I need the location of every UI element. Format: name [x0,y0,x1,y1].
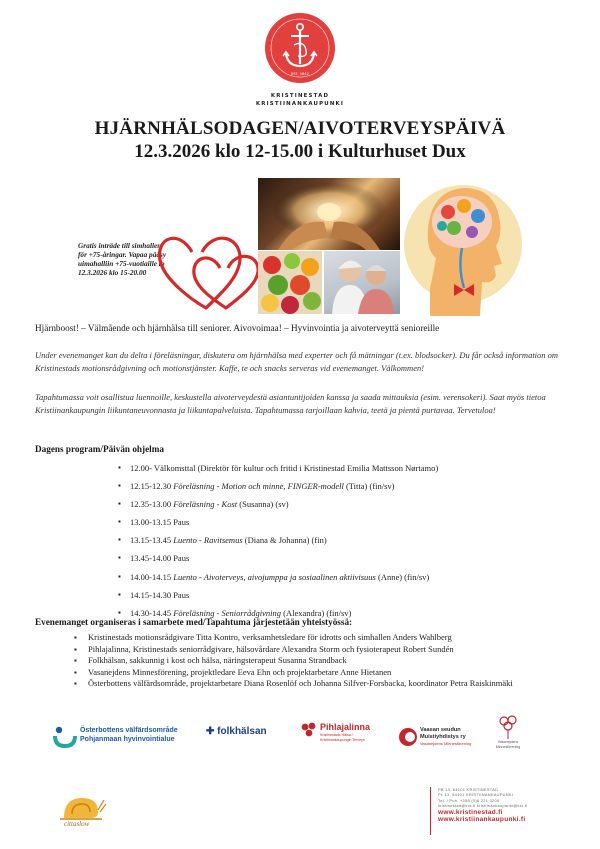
program-item-time: 13.00-13.15 Paus [130,517,190,528]
program-item [118,495,438,513]
cittaslow-name: cittaslow [64,820,90,828]
vsa-name-fi: Pohjanmaan hyvinvointialue [80,736,175,743]
program-item [118,568,438,586]
free-entry-note: Gratis inträde till simhallen för +75-åringar. Vapaa pääsy uimahalliin +75-vuotiaille to 12.3.2026 klo 15-20.00 [78,241,167,277]
muistiyhdistys-icon [398,727,418,747]
brain-head-illustration [404,172,522,316]
program-item-time: 13.45-14.00 Paus [130,553,190,564]
program-item-speaker: (Alexandra) (fin/sv) [281,607,352,618]
folkhalsan-name: folkhälsan [217,726,267,737]
footer-email: kristinestad@krs.fi kristiinankaupunki@krs.fi [438,803,528,809]
program-item-speaker: (Anne) (fin/sv) [375,571,430,582]
valfardsomrade-icon [52,724,78,750]
intro-paragraph-sv: Under evenemanget kan du delta i föreläsningar, diskutera om hjärnhälsa med experter och få mätningar (t.ex. blodsocker). Du får också information om Kristinestads motionsrådgivning och motionstjänster. Kaffe, te och snacks serveras vid evenemanget. Välkommen! [35,350,559,373]
minnesforening-logo [486,712,530,754]
osterbottens-valfardsomrade-logo [52,724,192,750]
program-item-time: 14.30-14.45 [130,607,174,618]
pihlajalinna-berries-icon [300,721,318,739]
organizers-list [74,632,574,690]
program-item-topic: Luento - Aivoterveys, aivojumppa ja sosiaalinen aktiivisuus [173,571,376,582]
pihlajalinna-subtitle: Kristinestads Hälsa / Kristiinankaupungin Terveys [320,733,365,742]
city-name-sv: KRISTINESTAD [270,93,330,99]
program-list [118,459,438,622]
organizer-item: ▪ Vasanejdens Minnesförening, projektledare Eeva Ehn och projektarbetare Anne Hietanen [74,667,574,679]
intro-headline: Hjärnboost! – Välmående och hjärnhälsa till seniorer. Aivovoimaa! – Hyvinvointia ja aivoterveyttä senioreille [35,323,440,333]
intro-paragraph-fi: Tapahtumassa voit osallistua luennoille, keskustella aivoterveydestä asiantuntijoiden kanssa ja saada mittauksia (esim. verensokeri). Saat myös tietoa Kristiinankaupungin liikuntaneuvonnasta ja liikuntapalveluista. Tapahtumassa tarjoillaan kahvia, teetä ja pientä purtavaa. Tervetuloa! [35,392,546,415]
program-item-speaker: (Diana & Johanna) (fin) [242,535,327,546]
program-item [118,549,438,567]
footer-phone: Tel. / Puh. +358 (0)6 221 3200 [438,797,500,803]
hearts-icon [156,222,274,314]
city-name-fi: KRISTIINANKAUPUNKI [255,101,345,107]
cittaslow-logo [58,792,108,832]
program-item-speaker: Emilia Mattsson Nørtamo) [347,463,439,473]
program-item-time: 12.35-13.00 [130,499,174,510]
footer-website-fi[interactable]: www.kristiinankaupunki.fi [438,815,526,823]
event-title: HJÄRNHÄLSODAGEN/AIVOTERVEYSPÄIVÄ [94,118,506,139]
program-item-time: 12.00- Välkomsttal (Direktör för kultur och fritid i Kristinestad [130,463,348,473]
logo-est-text: EST. 1642 [291,72,309,76]
pihlajalinna-name: Pihlajalinna [320,722,371,732]
event-date-location: 12.3.2026 klo 12-15.00 i Kulturhuset Dux [134,141,466,162]
program-item-time: 14.00-14.15 [130,571,174,582]
flower-icon [486,712,530,740]
city-logo [255,12,345,108]
fruit-bowl-photo [258,251,322,314]
muistiyhdistys-subtitle: Vasanejdens Minnesförening [420,741,472,746]
vsa-name-sv: Österbottens välfärdsområde [80,727,178,734]
minnesforening-name: Vasanejdens Minnesförening [495,740,521,749]
program-item-topic: Föreläsning - Motion och minne, FINGER-modell [173,481,344,492]
muistiyhdistys-name: Vaasan seudun Muistiyhdistys ry [420,727,466,740]
program-item [118,531,438,549]
pihlajalinna-logo [300,720,380,748]
folkhalsan-cross-icon: ✚ [206,726,215,737]
hands-holding-light-photo [258,178,400,250]
folkhalsan-logo [206,726,267,737]
program-item-time: 12.15-12.30 [130,481,174,492]
program-item [118,513,438,531]
muistiyhdistys-logo [398,725,478,753]
program-item-topic: Föreläsning - Kost [173,499,238,510]
program-item [118,459,438,477]
program-item-speaker: (Titta) (fin/sv) [343,481,395,492]
footer-contact [430,787,565,835]
organizer-item: ▪ Kristinestads motionsrådgivare Titta Kontro, verksamhetsledare för idrotts och simhallen Anders Wahlberg [74,632,574,644]
program-item [118,477,438,495]
senior-couple-photo [324,251,400,314]
footer-address-fi: PL 13, 64101 KRISTIINANKAUPUNKI [438,792,514,798]
snail-icon [58,792,108,822]
program-item [118,586,438,604]
organizers-heading: Evenemanget organiseras i samarbete med/Tapahtuma järjestetään yhteistyössä: [35,617,353,627]
anchor-logo-icon [264,12,336,84]
organizer-item: ▪ Folkhälsan, sakkunnig i kost och hälsa, näringsterapeut Susanna Strandback [74,655,574,667]
program-item-topic: Luento - Ravitsemus [173,535,243,546]
program-heading: Dagens program/Päivän ohjelma [35,444,164,454]
organizer-item: ▪ Pihlajalinna, Kristinestads seniorrådgivare, hälsovårdare Alexandra Storm och fysioterapeut Robert Sundén [74,644,574,656]
program-item-time: 14.15-14.30 Paus [130,589,190,600]
organizer-item: ▪ Österbottens välfärdsområde, projektarbetare Diana Rosenlöf och Johanna Silfver-Forsbacka, koordinator Petra Raiskinmäki [74,678,574,690]
program-item-time: 13.15-13.45 [130,535,174,546]
footer-website-sv[interactable]: www.kristinestad.fi [438,808,503,816]
footer-address-sv: PB 13, 64101 KRISTINESTAD [438,787,499,792]
program-item-topic: Föreläsning - Seniorrådgivning [173,607,282,618]
program-item-speaker: (Susanna) (sv) [237,499,289,510]
